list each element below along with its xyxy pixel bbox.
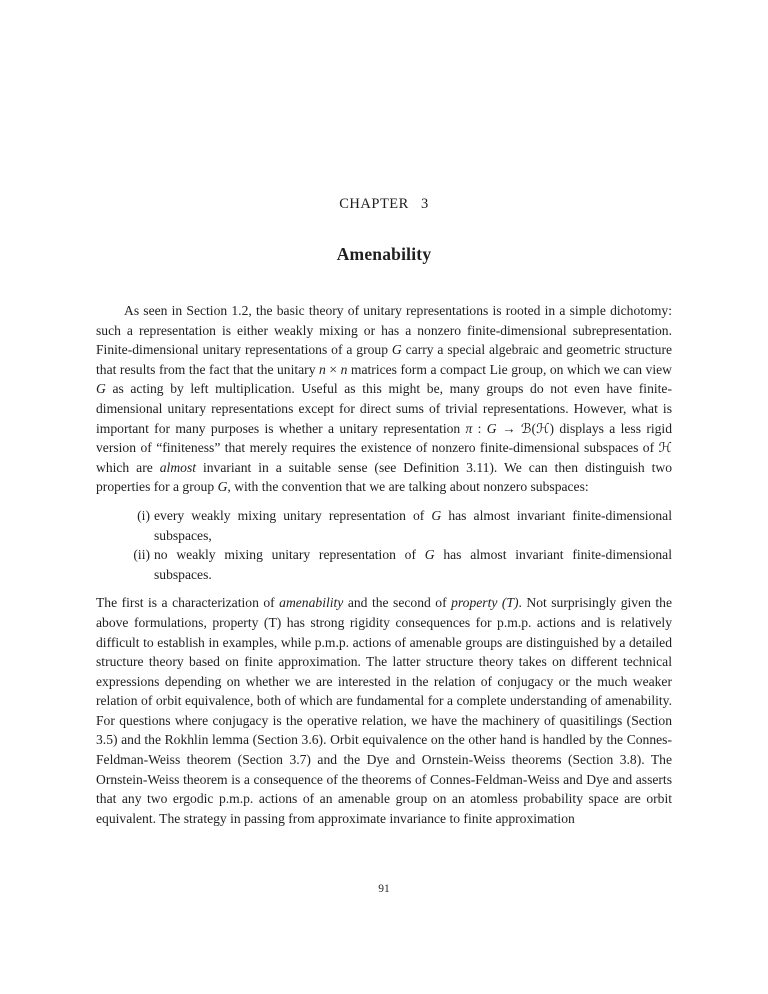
list-item-i	[96, 506, 672, 545]
list-marker-i: (i)	[137, 507, 150, 523]
page-number: 91	[378, 883, 390, 895]
list-marker-ii: (ii)	[133, 547, 150, 563]
paragraph-discussion: The first is a characterization of amenability and the second of property (T). Not surprisingly given the above formulations, property (T) has strong rigidity consequences for p.m.p. actions and is relatively difficult to establish in examples, while p.m.p. actions of amenable groups are distinguished by a detailed structure theory based on finite approximation. The latter structure theory takes on different technical expressions depending on whether we are interested in the relation of conjugacy or the much weaker relation of orbit equivalence, both of which are fundamental for a complete understanding of amenability. For questions where conjugacy is the operative relation, we have the machinery of quasitilings (Section 3.5) and the Rokhlin lemma (Section 3.6). Orbit equivalence on the other hand is handled by the Connes-Feldman-Weiss theorem (Section 3.7) and the Dye and Ornstein-Weiss theorems (Section 3.8). The Ornstein-Weiss theorem is a consequence of the theorems of Connes-Feldman-Weiss and Dye and asserts that any two ergodic p.m.p. actions of an amenable group on an atomless probability space are orbit equivalent. The strategy in passing from approximate invariance to finite approximation	[96, 595, 672, 826]
chapter-title: Amenability	[336, 244, 432, 264]
paragraph-intro: As seen in Section 1.2, the basic theory of unitary representations is rooted in a simple dichotomy: such a representation is either weakly mixing or has a nonzero finite-dimensional subrepresentation. Finite-dimensional unitary representations of a group G carry a special algebraic and geometric structure that results from the fact that the unitary n × n matrices form a compact Lie group, on which we can view G as acting by left multiplication. Useful as this might be, many groups do not even have finite-dimensional unitary representations except for direct sums of trivial representations. However, what is important for many purposes is whether a unitary representation π : G → ℬ(ℋ) displays a less rigid version of “finiteness” that merely requires the existence of nonzero finite-dimensional subspaces of ℋ which are almost invariant in a suitable sense (see Definition 3.11). We can then distinguish two properties for a group G, with the convention that we are talking about nonzero subspaces:	[96, 303, 672, 495]
chapter-heading: CHAPTER 3	[339, 196, 429, 212]
text-column	[96, 0, 672, 828]
list-item-ii	[96, 545, 672, 584]
list-item-i-text: every weakly mixing unitary representation of G has almost invariant finite-dimensional subspaces,	[154, 507, 672, 543]
properties-list	[96, 506, 672, 584]
list-item-ii-text: no weakly mixing unitary representation of G has almost invariant finite-dimensional subspaces.	[154, 547, 672, 582]
